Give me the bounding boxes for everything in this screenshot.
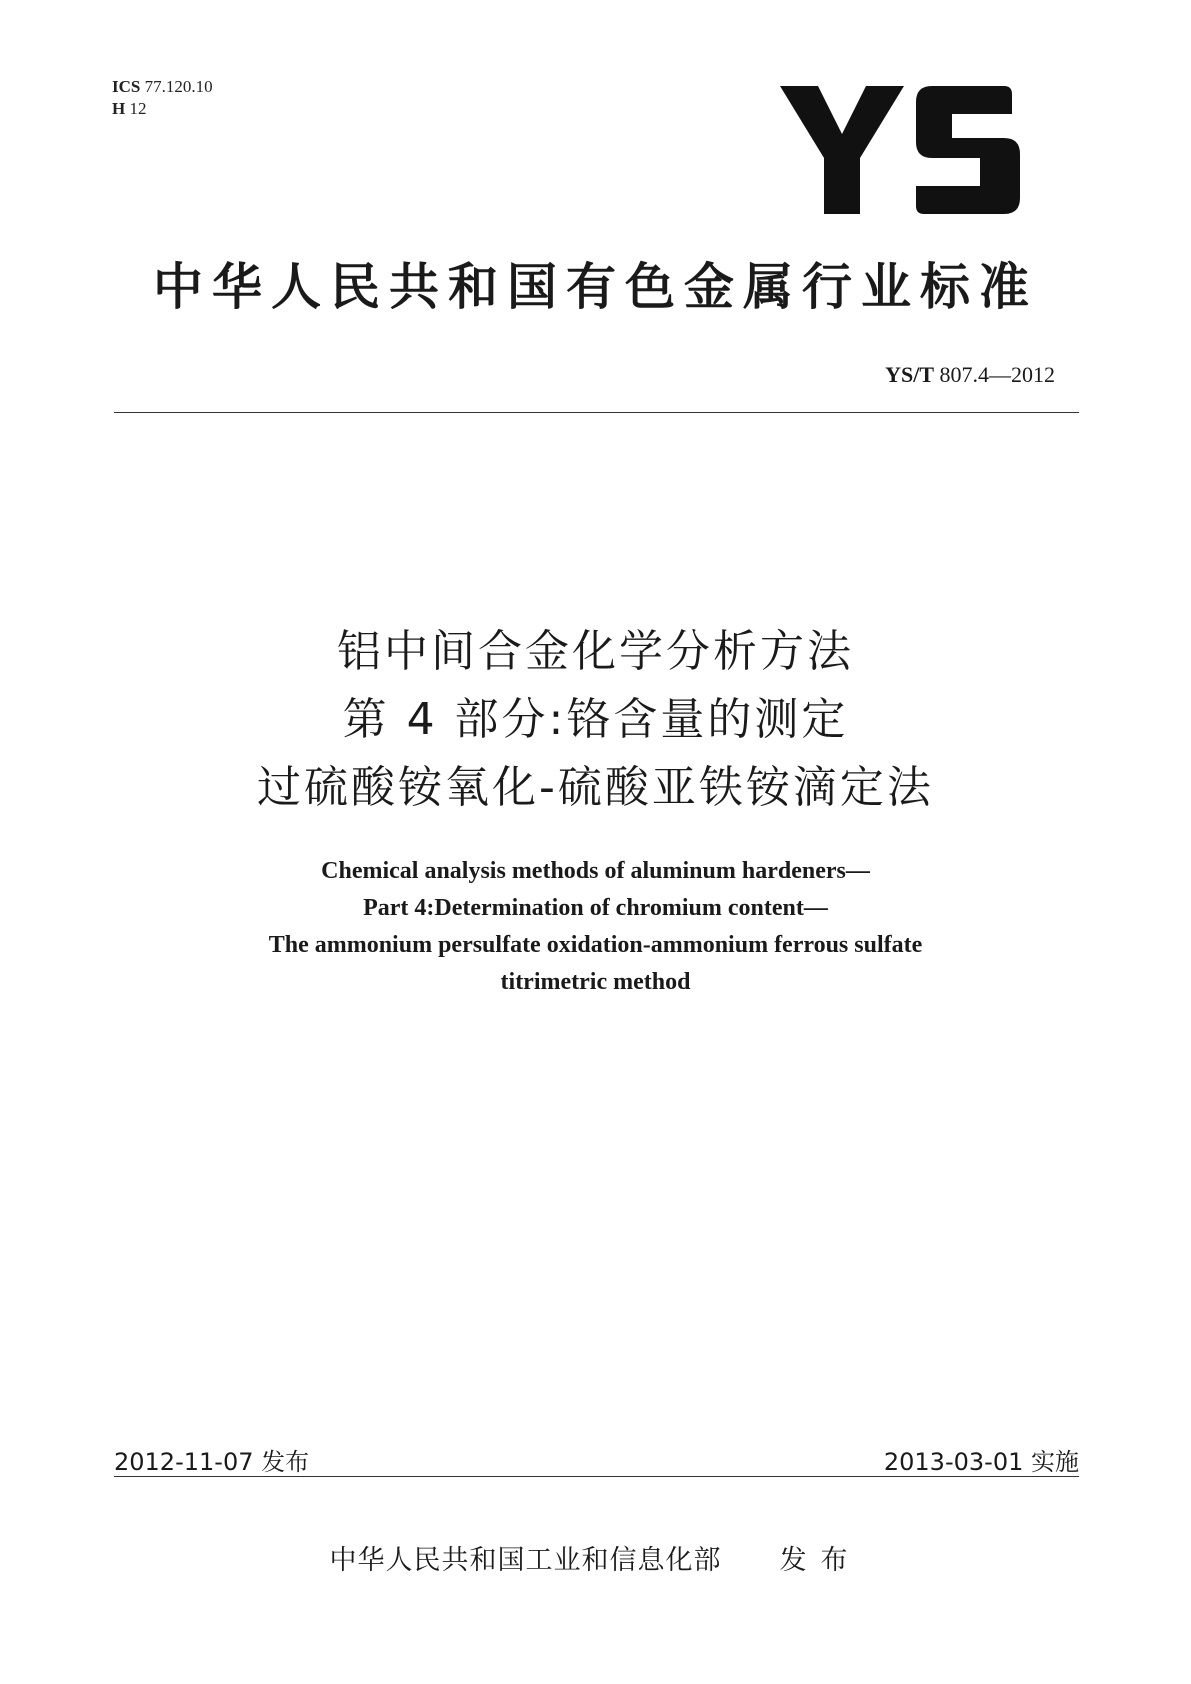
standard-number-value: 807.4—2012 [939, 362, 1055, 387]
footer-divider [114, 1476, 1079, 1477]
en-title-line-3: The ammonium persulfate oxidation-ammonium ferrous sulfate [268, 932, 923, 958]
implement-date-label: 实施 [1031, 1448, 1079, 1476]
issue-date-value: 2012-11-07 [114, 1448, 254, 1476]
implement-date-value: 2013-03-01 [883, 1448, 1024, 1476]
classification-codes [112, 76, 213, 120]
standard-number [885, 362, 1055, 388]
issue-date [114, 1442, 309, 1477]
cn-title-line-2: 第 4 部分:铬含量的测定 [342, 694, 849, 745]
ccs-label: H [112, 99, 126, 118]
ics-label: ICS [112, 77, 141, 96]
cn-title-line-3: 过硫酸铵氧化-硫酸亚铁铵滴定法 [257, 762, 934, 813]
ccs-code: 12 [129, 99, 147, 118]
en-title-line-4: titrimetric method [500, 969, 691, 995]
ics-code-line [112, 76, 213, 98]
en-title-line-1: Chemical analysis methods of aluminum hardeners— [321, 858, 870, 884]
header-divider [114, 412, 1079, 413]
standard-code: YS/T [885, 362, 934, 387]
standard-body-title: 中华人民共和国有色金属行业标准 [153, 258, 1038, 316]
ys-logo-icon [780, 86, 1020, 214]
issuer-action: 发布 [779, 1545, 862, 1576]
implement-date [884, 1442, 1079, 1477]
ccs-code-line [112, 98, 213, 120]
ics-code: 77.120.10 [144, 77, 213, 96]
en-title-line-2: Part 4:Determination of chromium content— [363, 895, 828, 921]
issuer-line [0, 1538, 1191, 1577]
cn-title-line-1: 铝中间合金化学分析方法 [337, 626, 854, 677]
issuer-name: 中华人民共和国工业和信息化部 [329, 1545, 722, 1576]
issue-date-label: 发布 [261, 1448, 310, 1476]
